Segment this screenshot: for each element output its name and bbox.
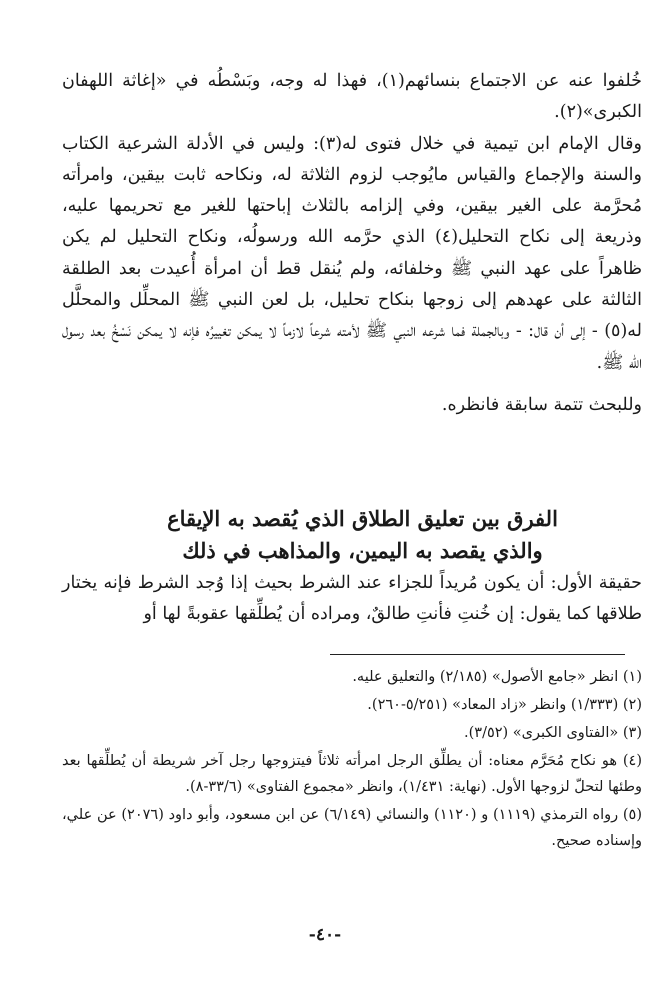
footnote-1: (١) انظر «جامع الأصول» (٢/١٨٥) والتعليق عليه.: [352, 669, 642, 685]
footnote-4: (٤) هو نكاح مُحَرَّم معناه: أن يطلِّق الرجل امرأته ثلاثاً فيتزوجها رجل آخر شريطة أن يُطلِّقها بعد وطئها لتحلّ لزوجها الأول. (نهاية: ١/٤٣١)، وانظر «مجموع الفتاوى» (٣٣/٦-٨).: [62, 753, 642, 795]
definition-text: [62, 568, 642, 631]
section-heading-line-1: الفرق بين تعليق الطلاق الذي يُقصد به الإيقاع: [167, 506, 558, 531]
paragraph-ibn-taymiyyah-quote: وقال الإمام ابن تيمية في خلال فتوى له(٣): وليس في الأدلة الشرعية الكتاب والسنة والإجماع والقياس مايُوجب لزوم الثلاثة له، ونكاحه ثابت بيقين، وامرأته مُحرَّمة على الغير بيقين، وفي إلزامه بالثلاث إباحتها للغير مع تحريمها عليه، وذريعة إلى نكاح التحليل(٤) الذي حرَّمه الله ورسولُه، ونكاح التحليل لم يكن ظاهراً على عهد النبي ﷺ وخلفائه، ولم يُنقل قط أن امرأة أُعيدت بعد الطلقة الثالثة على عهدهم إلى زوجها بنكاح تحليل، بل لعن النبي ﷺ المحلِّل والمحلَّل له(٥) - إلى أن قال: - وبالجملة فما شرعه النبي ﷺ لأمته شرعاً لازماً لا يمكن تغييرُه فإنه لا يمكن نَسْخُ بعد رسول الله ﷺ.: [62, 133, 642, 373]
footnote-2: (٢) (١/٣٣٣) وانظر «زاد المعاد» (٥/٢٥١-٢٦٠).: [367, 697, 642, 713]
paragraph-continuation: خُلفوا عنه عن الاجتماع بنسائهم(١)، فهذا له وجه، وبَسْطُه في «إغاثة اللهفان الكبرى»(٢).: [62, 71, 642, 123]
footnote-5: (٥) رواه الترمذي (١١١٩) و (١١٢٠) والنسائي (٦/١٤٩) عن ابن مسعود، وأبو داود (٢٠٧٦) عن علي، وإسناده صحيح.: [62, 807, 642, 849]
section-heading-line-2: والذي يقصد به اليمين، والمذاهب في ذلك: [182, 538, 543, 563]
footnotes: [62, 664, 642, 856]
footnote-3: (٣) «الفتاوى الكبرى» (٣/٥٢).: [464, 725, 642, 741]
paragraph-see-also: وللبحث تتمة سابقة فانظره.: [441, 394, 642, 415]
main-text: [62, 66, 642, 421]
page-number: -٤٠-: [308, 925, 342, 945]
paragraph-definition: حقيقة الأول: أن يكون مُريداً للجزاء عند الشرط بحيث إذا وُجد الشرط فإنه يختار طلاقها كما يقول: إن خُنتِ فأنتِ طالقٌ، ومراده أن يُطلِّقها عقوبةً لها أو: [62, 573, 642, 625]
section-heading: [80, 503, 645, 567]
footnote-separator: [330, 654, 625, 655]
